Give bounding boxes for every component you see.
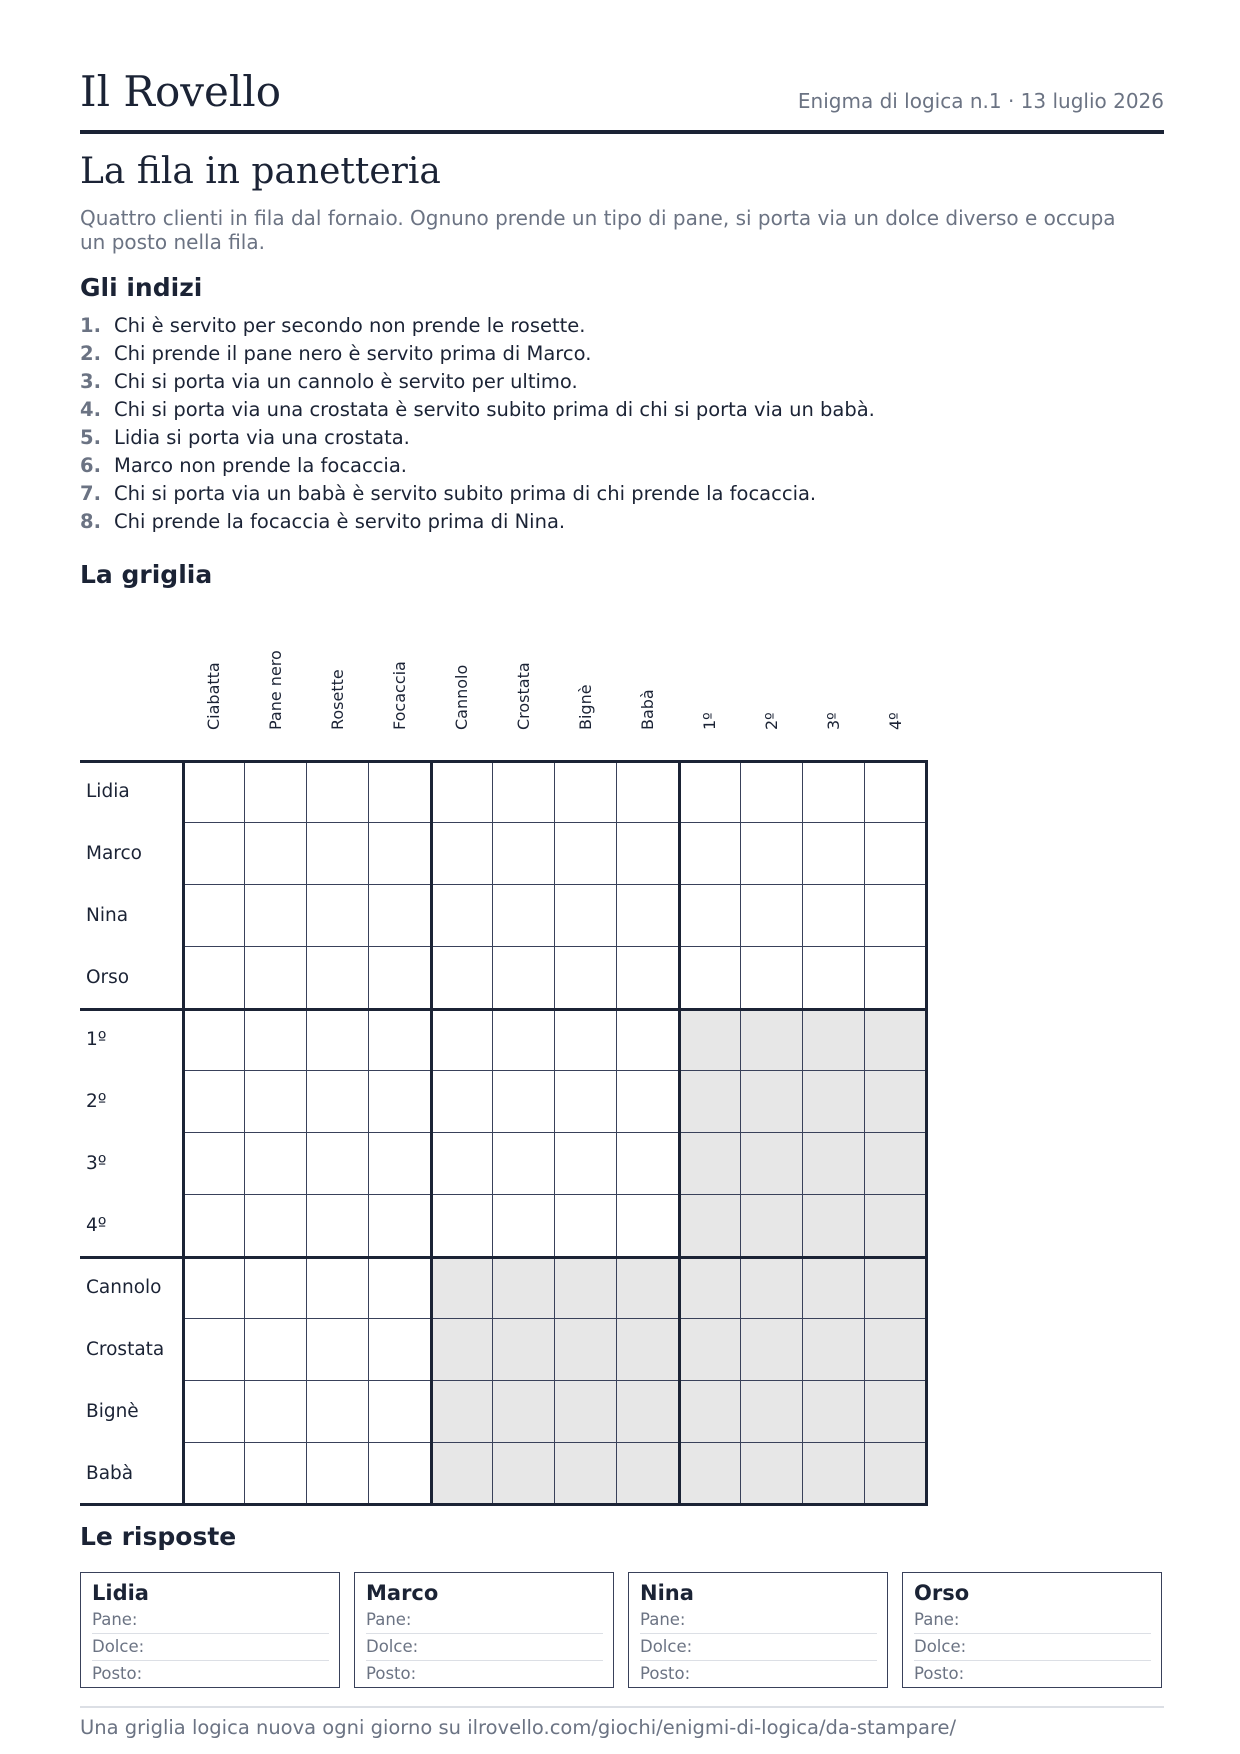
- grid-cell[interactable]: [245, 1319, 307, 1381]
- column-header-label: Crostata: [514, 662, 533, 730]
- grid-cell-unused: [865, 1195, 927, 1257]
- field-pane[interactable]: Pane:: [366, 1607, 603, 1634]
- clue-number: 4.: [80, 398, 101, 421]
- column-header-label: 1º: [700, 712, 719, 730]
- row-header: 1º: [86, 1029, 107, 1050]
- field-dolce[interactable]: Dolce:: [92, 1634, 329, 1661]
- grid-cell[interactable]: [245, 1257, 307, 1319]
- answer-card-nina: [628, 1572, 888, 1688]
- column-header-label: 3º: [824, 712, 843, 730]
- grid-cell[interactable]: [431, 885, 493, 947]
- field-dolce[interactable]: Dolce:: [640, 1634, 877, 1661]
- grid-cell-unused: [679, 1381, 741, 1443]
- puzzle-title: La fila in panetteria: [80, 151, 441, 192]
- grid-cell[interactable]: [865, 823, 927, 885]
- grid-cell[interactable]: [183, 823, 245, 885]
- grid-cell[interactable]: [183, 947, 245, 1009]
- grid-cell-unused: [679, 1257, 741, 1319]
- grid-cell[interactable]: [307, 1443, 369, 1505]
- grid-cell[interactable]: [307, 823, 369, 885]
- grid-cell[interactable]: [245, 1009, 307, 1071]
- column-header: [245, 628, 307, 758]
- issue-info: Enigma di logica n.1 · 13 luglio 2026: [797, 89, 1164, 113]
- grid-cell-unused: [431, 1443, 493, 1505]
- grid-cell-unused: [617, 1443, 679, 1505]
- grid-cell-unused: [865, 1071, 927, 1133]
- grid-cell[interactable]: [369, 1257, 431, 1319]
- grid-cell[interactable]: [679, 761, 741, 823]
- column-header: [617, 628, 679, 758]
- card-name: Orso: [914, 1581, 970, 1605]
- grid-divider: [182, 760, 928, 763]
- grid-cell-unused: [865, 1133, 927, 1195]
- column-header: [803, 628, 865, 758]
- grid-cell-unused: [803, 1133, 865, 1195]
- grid-cell[interactable]: [555, 1195, 617, 1257]
- grid-cell[interactable]: [803, 885, 865, 947]
- answers-heading: Le risposte: [80, 1522, 237, 1551]
- column-header-label: Cannolo: [452, 664, 471, 730]
- grid-cell-unused: [679, 1319, 741, 1381]
- column-header-label: Ciabatta: [204, 662, 223, 730]
- grid-cell[interactable]: [245, 1195, 307, 1257]
- grid-cell-unused: [555, 1381, 617, 1443]
- field-pane[interactable]: Pane:: [914, 1607, 1151, 1634]
- grid-cell[interactable]: [493, 885, 555, 947]
- grid-cell[interactable]: [369, 1319, 431, 1381]
- grid-cell[interactable]: [183, 1257, 245, 1319]
- clue-text: Chi prende il pane nero è servito prima di Marco.: [114, 342, 592, 365]
- grid-cell[interactable]: [617, 1009, 679, 1071]
- grid-cell[interactable]: [431, 823, 493, 885]
- grid-cell[interactable]: [555, 947, 617, 1009]
- grid-cell-unused: [741, 1319, 803, 1381]
- row-header: 4º: [86, 1215, 107, 1236]
- grid-cell-unused: [741, 1443, 803, 1505]
- grid-cell[interactable]: [865, 885, 927, 947]
- column-header: [555, 628, 617, 758]
- clue-text: Chi si porta via una crostata è servito subito prima di chi si porta via un babà.: [114, 398, 875, 421]
- grid-cell[interactable]: [369, 1381, 431, 1443]
- clue-text: Chi si porta via un cannolo è servito per ultimo.: [114, 370, 578, 393]
- clue-text: Lidia si porta via una crostata.: [114, 426, 410, 449]
- field-pane[interactable]: Pane:: [92, 1607, 329, 1634]
- grid-cell[interactable]: [369, 1195, 431, 1257]
- field-posto[interactable]: Posto:: [92, 1664, 143, 1683]
- column-header-label: 2º: [762, 712, 781, 730]
- clue-number: 8.: [80, 510, 101, 533]
- grid-cell-unused: [741, 1195, 803, 1257]
- grid-cell[interactable]: [431, 761, 493, 823]
- grid-cell[interactable]: [555, 885, 617, 947]
- grid-cell[interactable]: [555, 823, 617, 885]
- grid-cell[interactable]: [679, 823, 741, 885]
- grid-cell[interactable]: [741, 823, 803, 885]
- clue-item: [80, 396, 875, 424]
- column-header: [307, 628, 369, 758]
- grid-cell[interactable]: [431, 1195, 493, 1257]
- footer-note: Una griglia logica nuova ogni giorno su ilrovello.com/giochi/enigmi-di-logica/da-stampare/: [80, 1706, 1164, 1742]
- answer-card-orso: [902, 1572, 1162, 1688]
- column-header: [369, 628, 431, 758]
- grid-cell-unused: [555, 1443, 617, 1505]
- grid-cell-unused: [493, 1257, 555, 1319]
- grid-cell[interactable]: [307, 1009, 369, 1071]
- grid-cell-unused: [431, 1257, 493, 1319]
- grid-divider: [80, 1256, 928, 1259]
- grid-cell[interactable]: [555, 761, 617, 823]
- grid-cell[interactable]: [245, 761, 307, 823]
- column-header-label: Rosette: [328, 669, 347, 730]
- grid-cell[interactable]: [493, 1133, 555, 1195]
- grid-cell[interactable]: [493, 761, 555, 823]
- grid-cell-unused: [679, 1009, 741, 1071]
- grid-cell-unused: [803, 1381, 865, 1443]
- grid-cell[interactable]: [183, 1071, 245, 1133]
- grid-cell[interactable]: [245, 1133, 307, 1195]
- grid-cell[interactable]: [617, 885, 679, 947]
- column-header: [493, 628, 555, 758]
- card-name: Nina: [640, 1581, 694, 1605]
- grid-cell[interactable]: [369, 823, 431, 885]
- grid-cell[interactable]: [245, 1381, 307, 1443]
- grid-cell-unused: [803, 1009, 865, 1071]
- grid-divider: [80, 760, 183, 763]
- grid-cell-unused: [803, 1443, 865, 1505]
- grid-cell[interactable]: [431, 1009, 493, 1071]
- grid-cell[interactable]: [307, 1381, 369, 1443]
- grid-cell[interactable]: [431, 1133, 493, 1195]
- field-posto[interactable]: Posto:: [640, 1664, 691, 1683]
- masthead: [80, 66, 1164, 134]
- grid-cell[interactable]: [865, 947, 927, 1009]
- grid-cell[interactable]: [183, 1319, 245, 1381]
- grid-cell[interactable]: [183, 1009, 245, 1071]
- clues-list: [80, 312, 875, 536]
- grid-cell[interactable]: [493, 1195, 555, 1257]
- grid-cell[interactable]: [431, 1071, 493, 1133]
- row-header: Babà: [86, 1463, 134, 1484]
- grid-cell-unused: [865, 1443, 927, 1505]
- grid-cell-unused: [803, 1257, 865, 1319]
- grid-cell[interactable]: [617, 947, 679, 1009]
- clue-number: 3.: [80, 370, 101, 393]
- grid-cell[interactable]: [307, 1071, 369, 1133]
- row-header: Orso: [86, 967, 130, 988]
- column-header: [865, 628, 927, 758]
- answer-cards: [80, 1572, 1164, 1688]
- grid-cell-unused: [679, 1443, 741, 1505]
- row-header: Lidia: [86, 781, 130, 802]
- grid-cell[interactable]: [617, 1071, 679, 1133]
- row-header: Cannolo: [86, 1277, 162, 1298]
- grid-cell-unused: [865, 1009, 927, 1071]
- column-header: [431, 628, 493, 758]
- grid-heading: La griglia: [80, 560, 213, 589]
- grid-cell[interactable]: [803, 823, 865, 885]
- grid-cell[interactable]: [555, 1009, 617, 1071]
- grid-cell-unused: [555, 1319, 617, 1381]
- grid-cell-unused: [803, 1071, 865, 1133]
- grid-cell[interactable]: [369, 885, 431, 947]
- grid-cell[interactable]: [617, 1195, 679, 1257]
- grid-cell[interactable]: [369, 947, 431, 1009]
- clue-text: Chi è servito per secondo non prende le rosette.: [114, 314, 586, 337]
- clue-number: 6.: [80, 454, 101, 477]
- grid-cell-unused: [741, 1009, 803, 1071]
- grid-cell[interactable]: [865, 761, 927, 823]
- grid-cell[interactable]: [369, 1443, 431, 1505]
- grid-cell[interactable]: [183, 885, 245, 947]
- field-pane[interactable]: Pane:: [640, 1607, 877, 1634]
- grid-cell[interactable]: [307, 1133, 369, 1195]
- clue-item: [80, 368, 875, 396]
- grid-cell[interactable]: [493, 1071, 555, 1133]
- clue-item: [80, 480, 875, 508]
- clue-number: 1.: [80, 314, 101, 337]
- grid-cell[interactable]: [245, 1443, 307, 1505]
- field-posto[interactable]: Posto:: [914, 1664, 965, 1683]
- clue-text: Chi prende la focaccia è servito prima di Nina.: [114, 510, 566, 533]
- grid-cell[interactable]: [307, 761, 369, 823]
- grid-cell[interactable]: [555, 1071, 617, 1133]
- row-header: Nina: [86, 905, 129, 926]
- grid-cell[interactable]: [183, 1443, 245, 1505]
- grid-cell-unused: [741, 1381, 803, 1443]
- grid-cell[interactable]: [679, 885, 741, 947]
- grid-cell-unused: [431, 1381, 493, 1443]
- grid-cell-unused: [679, 1071, 741, 1133]
- grid-cell-unused: [803, 1319, 865, 1381]
- grid-cell-unused: [493, 1443, 555, 1505]
- card-name: Lidia: [92, 1581, 149, 1605]
- grid-cell[interactable]: [307, 1195, 369, 1257]
- grid-cell-unused: [493, 1381, 555, 1443]
- column-header-label: Babà: [638, 689, 657, 730]
- clue-text: Marco non prende la focaccia.: [114, 454, 407, 477]
- grid-cell-unused: [679, 1133, 741, 1195]
- grid-cell[interactable]: [369, 761, 431, 823]
- clues-heading: Gli indizi: [80, 273, 203, 302]
- grid-divider: [80, 1008, 928, 1011]
- grid-cell-unused: [865, 1381, 927, 1443]
- grid-divider: [182, 760, 185, 1506]
- grid-cell[interactable]: [369, 1071, 431, 1133]
- grid-cell[interactable]: [183, 1195, 245, 1257]
- grid-cell[interactable]: [741, 885, 803, 947]
- grid-cell[interactable]: [679, 947, 741, 1009]
- grid-cell[interactable]: [369, 1133, 431, 1195]
- grid-cell[interactable]: [493, 947, 555, 1009]
- column-header: [183, 628, 245, 758]
- grid-cell[interactable]: [431, 947, 493, 1009]
- grid-cell-unused: [741, 1133, 803, 1195]
- grid-cell-unused: [679, 1195, 741, 1257]
- clue-item: [80, 340, 875, 368]
- row-header: 2º: [86, 1091, 107, 1112]
- clue-number: 7.: [80, 482, 101, 505]
- grid-cell-unused: [431, 1319, 493, 1381]
- grid-cell[interactable]: [617, 1133, 679, 1195]
- clue-item: [80, 424, 875, 452]
- grid-cell[interactable]: [493, 823, 555, 885]
- grid-cell-unused: [617, 1381, 679, 1443]
- field-posto[interactable]: Posto:: [366, 1664, 417, 1683]
- column-header-label: 4º: [886, 712, 905, 730]
- card-name: Marco: [366, 1581, 439, 1605]
- grid-cell[interactable]: [803, 761, 865, 823]
- grid-cell[interactable]: [245, 1071, 307, 1133]
- grid-cell[interactable]: [183, 1133, 245, 1195]
- grid-divider: [80, 1503, 183, 1506]
- grid-cell[interactable]: [617, 823, 679, 885]
- column-header: [741, 628, 803, 758]
- grid-cell[interactable]: [493, 1009, 555, 1071]
- grid-cell-unused: [865, 1257, 927, 1319]
- row-header: Crostata: [86, 1339, 165, 1360]
- puzzle-intro: Quattro clienti in fila dal fornaio. Ognuno prende un tipo di pane, si porta via un dolce diverso e occupa un posto nella fila.: [80, 206, 1116, 254]
- grid-cell[interactable]: [307, 1319, 369, 1381]
- grid-cell[interactable]: [369, 1009, 431, 1071]
- grid-cell-unused: [617, 1319, 679, 1381]
- grid-divider: [925, 760, 928, 1506]
- grid-cell-unused: [555, 1257, 617, 1319]
- clue-text: Chi si porta via un babà è servito subito prima di chi prende la focaccia.: [114, 482, 817, 505]
- clue-item: [80, 312, 875, 340]
- grid-divider: [182, 1503, 928, 1506]
- clue-item: [80, 508, 875, 536]
- row-header: Bignè: [86, 1401, 139, 1422]
- row-header: 3º: [86, 1153, 107, 1174]
- grid-cell-unused: [741, 1071, 803, 1133]
- grid-cell-unused: [865, 1319, 927, 1381]
- grid-cell[interactable]: [803, 947, 865, 1009]
- column-header-label: Bignè: [576, 684, 595, 730]
- grid-cell[interactable]: [245, 823, 307, 885]
- grid-cell[interactable]: [307, 885, 369, 947]
- grid-cell[interactable]: [307, 1257, 369, 1319]
- field-dolce[interactable]: Dolce:: [914, 1634, 1151, 1661]
- grid-cell[interactable]: [245, 885, 307, 947]
- grid-cell-unused: [741, 1257, 803, 1319]
- answer-card-marco: [354, 1572, 614, 1688]
- column-header-label: Focaccia: [390, 661, 409, 730]
- field-dolce[interactable]: Dolce:: [366, 1634, 603, 1661]
- clue-item: [80, 452, 875, 480]
- clue-number: 5.: [80, 426, 101, 449]
- grid-cell[interactable]: [741, 761, 803, 823]
- brand-title: Il Rovello: [80, 67, 282, 116]
- column-header: [679, 628, 741, 758]
- grid-cell[interactable]: [307, 947, 369, 1009]
- grid-cell-unused: [617, 1257, 679, 1319]
- grid-cell[interactable]: [183, 1381, 245, 1443]
- clue-number: 2.: [80, 342, 101, 365]
- grid-cell-unused: [803, 1195, 865, 1257]
- grid-cell[interactable]: [183, 761, 245, 823]
- grid-cell-unused: [493, 1319, 555, 1381]
- column-header-label: Pane nero: [266, 650, 285, 730]
- grid-cell[interactable]: [617, 761, 679, 823]
- row-header: Marco: [86, 843, 142, 864]
- grid-divider: [430, 760, 433, 1506]
- grid-cell[interactable]: [245, 947, 307, 1009]
- answer-card-lidia: [80, 1572, 340, 1688]
- grid-cell[interactable]: [555, 1133, 617, 1195]
- grid-cell[interactable]: [741, 947, 803, 1009]
- grid-divider: [678, 760, 681, 1506]
